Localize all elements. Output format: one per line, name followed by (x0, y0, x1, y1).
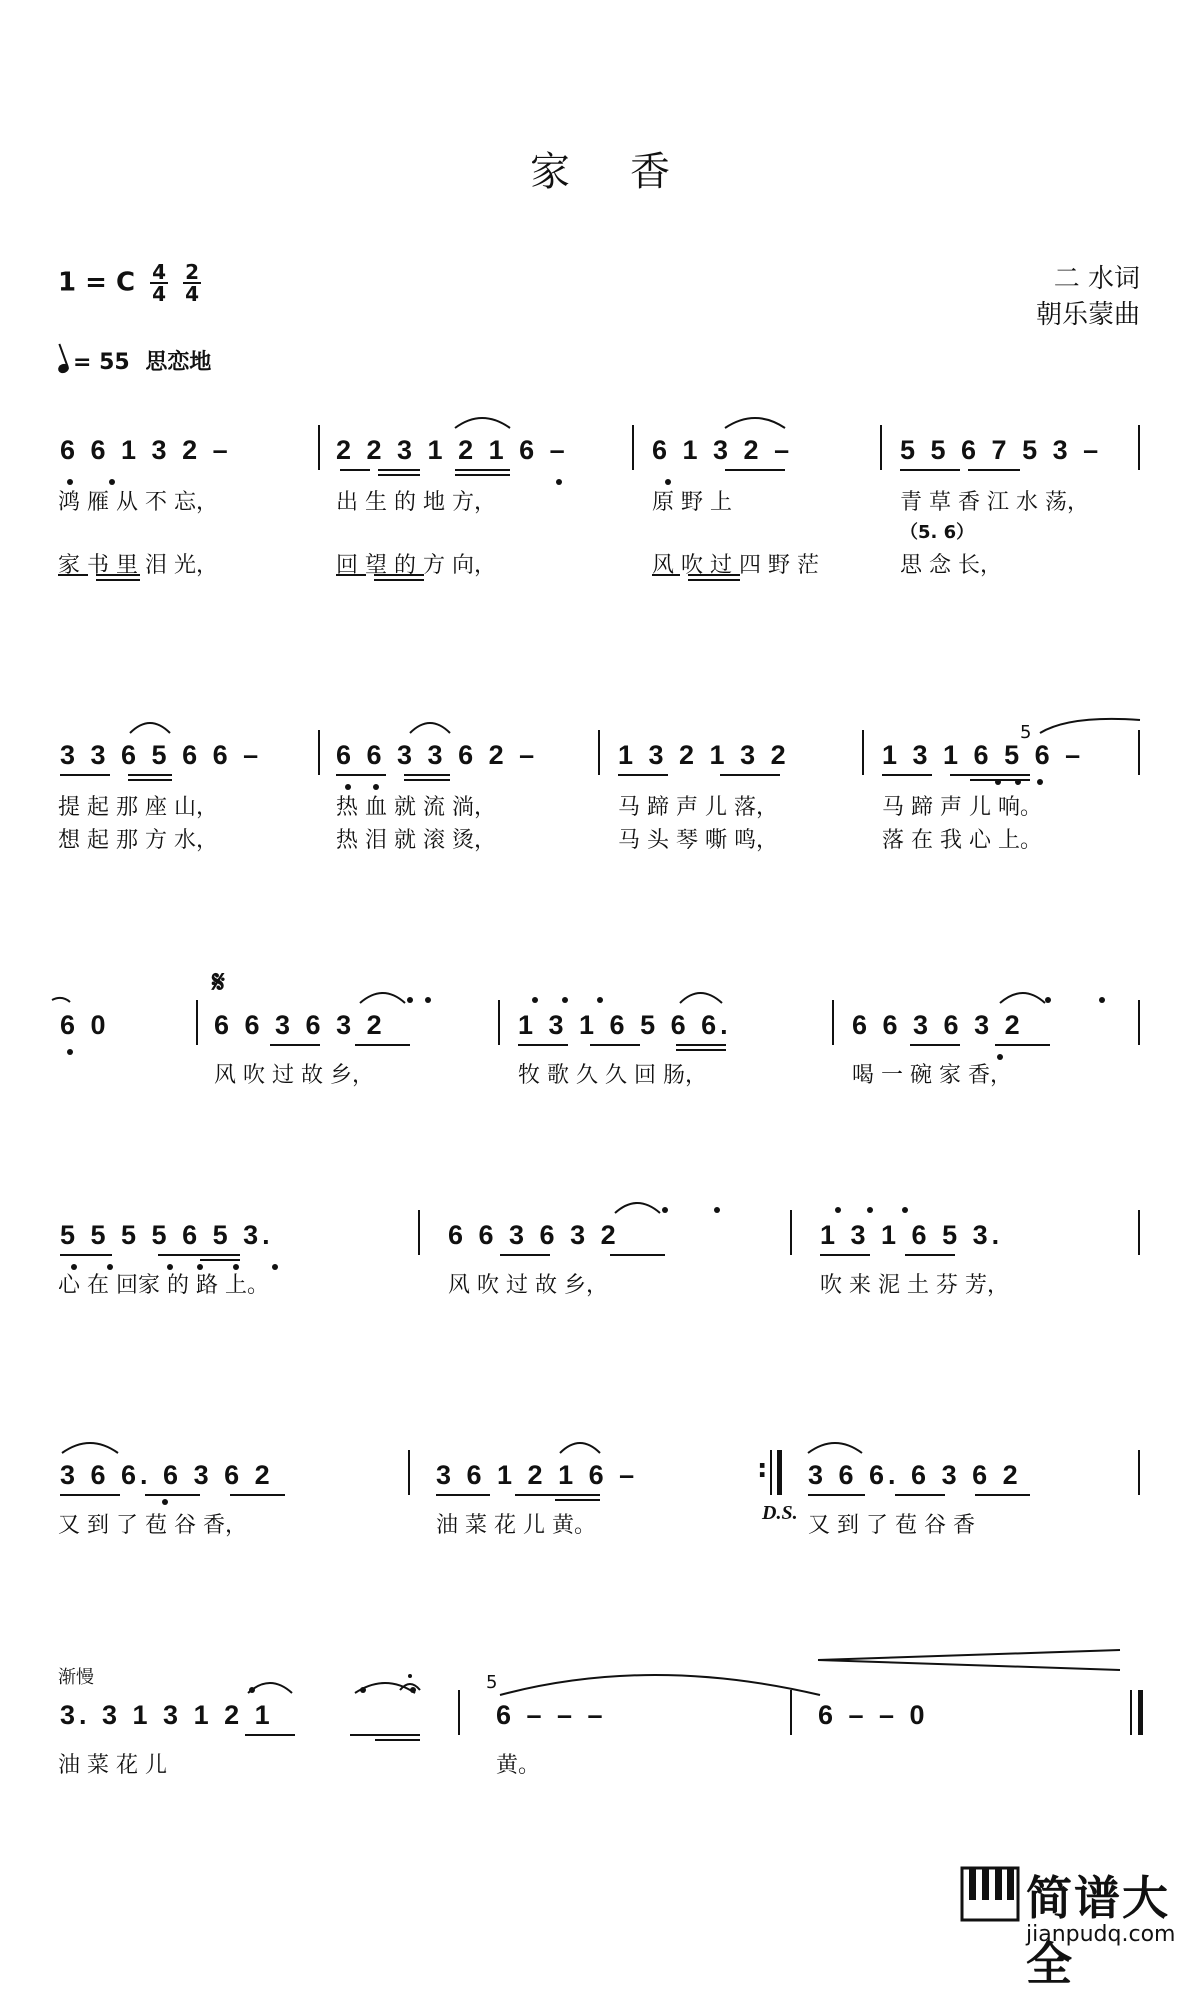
measure: 1 3 1 6 5 3. (820, 1220, 1004, 1250)
measure: 1 3 1 6 5 6 6. (518, 1010, 732, 1040)
measure: 6 6 3 6 3 2 (852, 1010, 1024, 1040)
key-text: 1 = C (58, 267, 136, 298)
slur (248, 1683, 292, 1693)
lyric: 风 吹 过 故 乡， (448, 1273, 608, 1298)
tempo-value: = 55 (73, 350, 130, 375)
logo-text: 简谱大全 (1026, 1871, 1170, 1991)
measure: 5 5 5 5 6 5 3. (60, 1220, 274, 1250)
measure: 3 3 6 5 6 6 – (60, 740, 263, 770)
composer-credit: 朝乐蒙曲 (1035, 300, 1140, 330)
measure: 6 – – – (496, 1700, 607, 1730)
lyric: 落 在 我 心 上。 (882, 828, 1042, 853)
lyric: 油 菜 花 儿 黄。 (436, 1513, 596, 1538)
slur (455, 418, 510, 428)
logo-url: jianpudq.com (1026, 1922, 1176, 1947)
time-sig-num: 2 (185, 260, 200, 284)
measure: 6 1 3 2 – (652, 435, 794, 465)
time-sig-den: 4 (185, 282, 200, 306)
slur (725, 418, 785, 428)
lyric: 热 泪 就 滚 烫， (336, 828, 496, 853)
measure: 6 6 3 3 6 2 – (336, 740, 539, 770)
lyric: 提 起 那 座 山， (58, 795, 218, 820)
tie (500, 1675, 820, 1695)
lyric: 原 野 上 (652, 490, 732, 515)
lyric: 家 书 里 泪 光， (58, 553, 218, 578)
measure: 1 3 2 1 3 2 (618, 740, 790, 770)
slur (615, 1203, 660, 1213)
time-sig-den: 4 (152, 282, 167, 306)
measure: 6 – – 0 (818, 1700, 929, 1730)
slur (808, 1443, 862, 1453)
measure: 3. 3 1 3 1 2 1 (60, 1700, 274, 1730)
repeat-dots-icon: : (757, 1454, 768, 1484)
lyric: 热 血 就 流 淌， (336, 795, 496, 820)
tie (1040, 719, 1140, 733)
page-title: 家香 (530, 149, 730, 195)
expression-text: 思恋地 (145, 350, 212, 375)
site-logo (960, 1862, 1196, 1991)
lyric: 出 生 的 地 方， (336, 490, 496, 515)
grace-note: 5 (1020, 722, 1032, 743)
decrescendo-hairpin (818, 1650, 1120, 1670)
piano-keys-icon (960, 1866, 1020, 1922)
lyric: 又 到 了 苞 谷 香 (808, 1513, 975, 1538)
measure: 6 0 (60, 1010, 110, 1040)
measure: 6 6 3 6 3 2 (448, 1220, 620, 1250)
lyric: 鸿 雁 从 不 忘， (58, 490, 218, 515)
slur (62, 1443, 118, 1453)
segno-icon: 𝄋 (212, 965, 225, 1000)
measure: 3 6 1 2 1 6 – (436, 1460, 639, 1490)
lyric: 油 菜 花 儿 (58, 1753, 167, 1778)
lyric: 青 草 香 江 水 荡， (900, 490, 1089, 515)
lyric: 马 蹄 声 儿 响。 (882, 795, 1042, 820)
measure: 3 6 6. 6 3 6 2 (808, 1460, 1022, 1490)
measure: 2 2 3 1 2 1 6 – (336, 435, 569, 465)
lyric: 黄。 (496, 1753, 541, 1778)
lyricist-credit: 二 水词 (1053, 264, 1140, 294)
slur (410, 723, 450, 733)
lyric: 想 起 那 方 水， (58, 828, 218, 853)
lyric: 吹 来 泥 土 芬 芳， (820, 1273, 1009, 1298)
time-sig-num: 4 (152, 260, 167, 284)
slur (680, 993, 722, 1003)
lyric: 马 蹄 声 儿 落， (618, 795, 778, 820)
tempo-change: 渐慢 (58, 1667, 94, 1688)
slur (560, 1443, 600, 1453)
lyric: 风 吹 过 四 野 茫 (652, 553, 819, 578)
measure: 5 5 6 7 5 3 – (900, 435, 1103, 465)
ds-marking: D.S. (762, 1502, 798, 1524)
lyric: 回 望 的 方 向， (336, 553, 496, 578)
lyric: 喝 一 碗 家 香， (852, 1063, 1012, 1088)
slur (360, 993, 405, 1003)
measure: 6 6 1 3 2 – (60, 435, 232, 465)
measure: 1 3 1 6 5 6 – (882, 740, 1085, 770)
lyric: 马 头 琴 嘶 鸣， (618, 828, 778, 853)
lyric: 思 念 长， (900, 553, 1002, 578)
slur (130, 723, 170, 733)
measure: 6 6 3 6 3 2 (214, 1010, 386, 1040)
lyric: 又 到 了 苞 谷 香， (58, 1513, 247, 1538)
grace-note: 5 (486, 1672, 498, 1693)
lyric: 牧 歌 久 久 回 肠， (518, 1063, 707, 1088)
lyric: 风 吹 过 故 乡， (214, 1063, 374, 1088)
lyric: 心 在 回家 的 路 上。 (58, 1273, 269, 1298)
tie (52, 998, 70, 1002)
aside-notes: （5. 6） (900, 522, 975, 543)
slur (1000, 993, 1045, 1003)
measure: 3 6 6. 6 3 6 2 (60, 1460, 274, 1490)
